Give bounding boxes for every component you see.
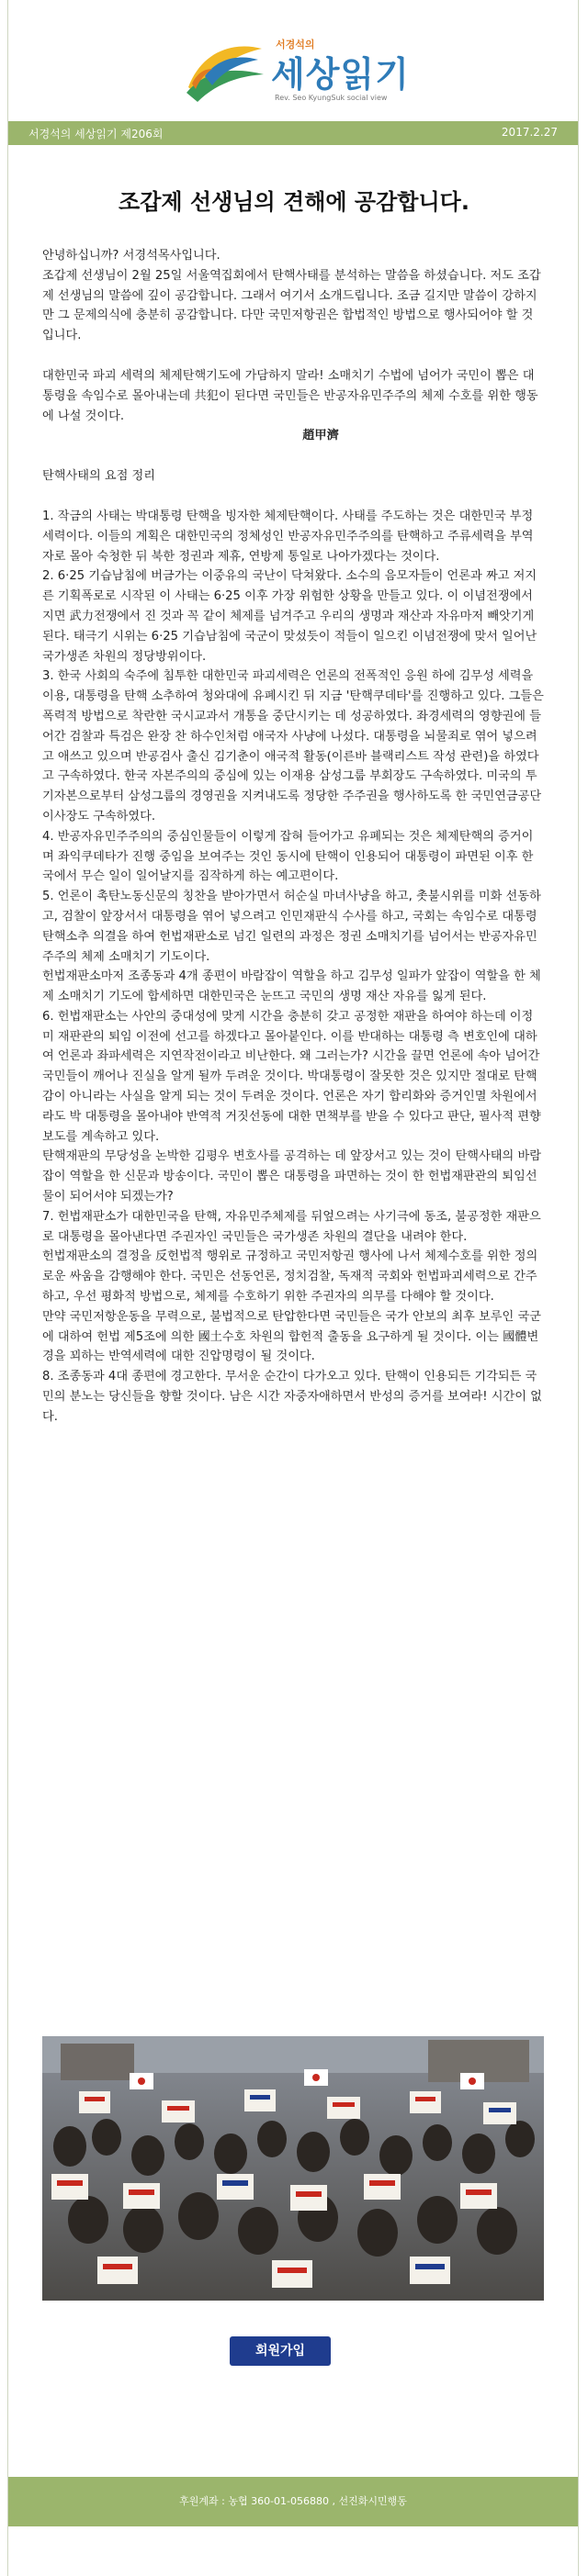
footer-text: 후원계좌 : 농협 360-01-056880 , 선진화시민행동 (179, 2495, 407, 2507)
header (0, 0, 588, 140)
rally-photo (42, 2036, 544, 2301)
quote: 대한민국 파괴 세력의 체제탄핵기도에 가담하지 말라! 소매치기 수법에 넘어가 국민이 뽑은 대통령을 속임수로 몰아내는데 共犯이 된다면 국민들은 반공자유민주주의 체제 수호를 위한 행동에 나설 것이다. (42, 368, 538, 423)
article-title: 조갑제 선생님의 견해에 공감합니다. (119, 189, 469, 215)
section-title: 탄핵사태의 요점 정리 (42, 469, 156, 484)
point: 만약 국민저항운동을 무력으로, 불법적으로 탄압한다면 국민들은 국가 안보의 최후 보루인 국군에 대하여 헌법 제5조에 의한 國土수호 차원의 합헌적 출동을 요구하게 될 것이다. 이는 國體변경을 꾀하는 반역세력에 대한 진압명령이 될 것이다. (42, 1309, 541, 1364)
point: 5. 언론이 촉탄노동신문의 칭찬을 받아가면서 허순실 마녀사냥을 하고, 촛불시위를 미화 선동하고, 검찰이 앞장서서 대통령을 엮어 넣으려고 인민재판식 수사를 하고, 국회는 속임수로 대통령 탄핵소추 의결을 하여 헌법재판소로 넘긴 일련의 과정은 정권 소매치기를 넘어서는 반공자유민주주의 체제 소매치기 기도이다. (42, 890, 541, 964)
point: 4. 반공자유민주주의의 중심인물들이 이렇게 잡혀 들어가고 유폐되는 것은 체제탄핵의 증거이며 좌익쿠데타가 진행 중임을 보여주는 것인 동시에 탄핵이 인용되어 대통령이 파면된 이후 한국에서 무슨 일이 일어날지를 짐작하게 하는 예고편이다. (42, 829, 534, 884)
footer-bar (8, 2477, 578, 2526)
point: 3. 한국 사회의 숙주에 침투한 대한민국 파괴세력은 언론의 전폭적인 응원 하에 김무성 세력을 이용, 대통령을 탄핵 소추하여 청와대에 유폐시킨 뒤 지금 '탄핵쿠데타'를 진행하고 있다. 그들은 폭력적 방법으로 착란한 국시교과서 개통을 중단시키는 데 성공하였다. 좌경세력의 영향권에 들어간 검찰과 특검은 완장 찬 하수인처럼 애국자 사냥에 나섰다. 대통령을 뇌물죄로 엮어 넣으려고 애쓰고 있으며 반공검사 출신 김기춘이 애국적 활동(이른바 블랙리스트 작성 관련)을 하였다고 구속하였다. 한국 자본주의의 중심에 있는 이재용 삼성그룹 부회장도 구속하였다. 미국의 투기자본으로부터 삼성그룹의 경영권을 지켜내도록 정당한 주주권을 행사하도록 한 국민연금공단 이사장도 구속하였다. (42, 669, 544, 823)
point: 1. 작금의 사태는 박대통령 탄핵을 빙자한 체제탄핵이다. 사태를 주도하는 것은 대한민국 부정세력이다. 이들의 계획은 대한민국의 정체성인 반공자유민주주의를 탄핵하고 주류세력을 부역자로 몰아 숙청한 뒤 북한 정권과 제휴, 연방제 통일로 나아가겠다는 것이다. (42, 509, 534, 564)
point: 6. 헌법재판소는 사안의 중대성에 맞게 시간을 충분히 갖고 공정한 재판을 하여야 하는데 이정미 재판관의 퇴임 이전에 선고를 하겠다고 몰아붙인다. 이를 반대하는 대통령 측 변호인에 대하여 언론과 좌파세력은 지연작전이라고 비난한다. 왜 그러는가? 시간을 끌면 언론에 속아 넘어간 국민들이 깨어나 진실을 알게 될까 두려운 것이다. 박대통령이 잘못한 것은 있지만 절대로 탄핵감이 아니라는 사실을 알게 되는 것이 두려운 것이다. 언론은 자기 합리화와 증거인멸 차원에서라도 박 대통령을 몰아내야 반역적 거짓선동에 대한 면책부를 받을 수 있다고 판단, 필사적 편향 보도를 계속하고 있다. (42, 1009, 541, 1144)
issue-date: 2017.2.27 (501, 126, 558, 139)
point: 탄핵재판의 무당성을 논박한 김평우 변호사를 공격하는 데 앞장서고 있는 것이 탄핵사태의 바람잡이 역할을 한 신문과 방송이다. 국민이 뽑은 대통령을 파면하는 것이 한 헌법재판관의 퇴임선물이 되어서야 되겠는가? (42, 1149, 541, 1204)
issue-label: 서경석의 세상읽기 제206회 (28, 128, 164, 140)
issue-bar (8, 121, 578, 145)
intro-paragraph: 조갑제 선생님이 2월 25일 서울역집회에서 탄핵사태를 분석하는 말씀을 하셨습니다. 저도 조갑제 선생님의 말씀에 깊이 공감합니다. 그래서 여기서 소개드립니다. 조금 길지만 말씀이 강하지만 그 문제의식에 충분히 공감합니다. 다만 국민저항권은 합법적인 방법으로 행사되어야 할 것입니다. (42, 268, 541, 343)
join-member-button[interactable]: 회원가입 (230, 2336, 331, 2366)
article-body (42, 246, 544, 1428)
point: 7. 헌법재판소가 대한민국을 탄핵, 자유민주체제를 뒤엎으려는 사기극에 동조, 불공정한 재판으로 대통령을 몰아낸다면 주권자인 국민들은 국가생존 차원의 결단을 내려야 한다. (42, 1209, 541, 1244)
point: 2. 6·25 기습남침에 버금가는 이중유의 국난이 닥쳐왔다. 소수의 음모자들이 언론과 짜고 저지른 기획폭로로 시작된 이 사태는 6·25 이후 가장 위험한 상황을 만들고 있다. 이 이념전쟁에서 지면 武力전쟁에서 진 것과 꼭 같이 체제를 넘겨주고 우리의 생명과 재산과 자유마저 빼앗기게 된다. 태극기 시위는 6·25 기습남침에 국군이 맞섰듯이 적들이 일으킨 이념전쟁에 맞서 일어난 국가생존 차원의 정당방위이다. (42, 569, 537, 664)
point: 8. 조종동과 4대 종편에 경고한다. 무서운 순간이 다가오고 있다. 탄핵이 인용되든 기각되든 국민의 분노는 당신들을 향할 것이다. 남은 시간 자중자애하면서 반성의 증거를 보여라! 시간이 없다. (42, 1370, 542, 1424)
crowd-image (42, 2036, 544, 2301)
logo-english: Rev. Seo KyungSuk social view (275, 94, 388, 102)
point: 헌법재판소의 결정을 反헌법적 행위로 규정하고 국민저항권 행사에 나서 체제수호를 위한 정의로운 싸움을 감행해야 한다. 국민은 선동언론, 정치검찰, 독재적 국회와 헌법파괴세력으로 간주하고, 우선 평화적 방법으로, 체제를 수호하기 위한 주권자의 의무를 다해야 할 것이다. (42, 1249, 538, 1305)
logo-title: 세상읽기 (271, 54, 410, 95)
logo-leaves-icon (179, 32, 271, 106)
signature: 趙甲濟 (302, 429, 339, 443)
logo-subtitle: 서경석의 (276, 39, 315, 50)
greeting: 안녕하십니까? 서경석목사입니다. (42, 249, 220, 263)
logo[interactable] (179, 28, 427, 106)
point: 헌법재판소마저 조종동과 4개 종편이 바람잡이 역할을 하고 김무성 일파가 앞잡이 역할을 한 체제 소매치기 기도에 합세하면 대한민국은 눈뜨고 국민의 생명 재산 자유를 잃게 된다. (42, 969, 541, 1004)
